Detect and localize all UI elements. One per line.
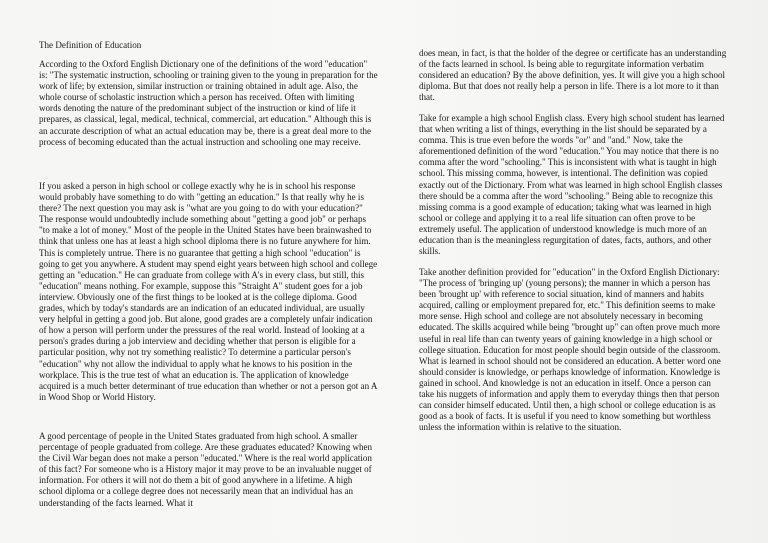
paragraph: According to the Oxford English Dictionary one of the definitions of the word "education" is: "The systematic instruction, schooling or training given to the young in preparation for the work of life; by extension, similar instruction or training obtained in adult age. Also, the whole course of scholastic instruction which a person has received. Often with limiting words denoting the nature of the predominant subject of the instruction or kind of life it prepares, as classical, legal, medical, technical, commercial, art education." Although this is an accurate description of what an actual education may be, there is a great deal more to the process of becoming educated than the actual instruction and schooling one may receive. — [39, 59, 378, 147]
paragraph: does mean, in fact, is that the holder of the degree or certificate has an understanding of the facts learned in school. Is being able to regurgitate information verbatim considered an education? By the above definition, yes. It will give you a high school diploma. But that does not really help a person in life. There is a lot more to it than that. — [419, 48, 727, 103]
paragraph: A good percentage of people in the United States graduated from high school. A smaller percentage of people graduated from college. Are these graduates educated? Knowing when the Civil War began does not make a person "educated." Where is the real world application of this fact? For someone who is a History major it may prove to be an invaluable nugget of information. For others it will not do them a bit of good anywhere in a lifetime. A high school diploma or a college degree does not necessarily mean that an individual has an understanding of the facts learned. What it — [39, 431, 373, 508]
document-title: The Definition of Education — [39, 40, 142, 50]
paragraph: Take for example a high school English class. Every high school student has learned that when writing a list of things, everything in the list should be separated by a comma. This is true even before the words "or" and "and." Now, take the aforementioned definition of the word "education." You may notice that there is no comma after the word "schooling." This is inconsistent with what is taught in high school. This missing comma, however, is intentional. The definition was copied exactly out of the Dictionary. From what was learned in high school English classes there should be a comma after the word "schooling." Being able to recognize this missing comma is a good example of education; taking what was learned in high school or college and applying it to a real life situation can often prove to be extremely useful. The application of understood knowledge is much more of an education than is the meaningless regurgitation of dates, facts, authors, and other skills. — [419, 113, 725, 257]
paragraph: If you asked a person in high school or college exactly why he is in school his response would probably have something to do with "getting an education." Is that really why he is there? The next question you may ask is "what are you going to do with your education?" The response would undoubtedly include something about "getting a good job" or perhaps "to make a lot of money." Most of the people in the United States have been brainwashed to think that unless one has at least a high school diploma there is no future anywhere for him. This is completely untrue. There is no guarantee that getting a high school "education" is going to get you anywhere. A student may spend eight years between high school and college getting an "education." He can graduate from college with A's in every class, but still, this "education" means nothing. For example, suppose this "Straight A" student goes for a job interview. Obviously one of the first things to be looked at is the college diploma. Good grades, which by today's standards are an indication of an educated individual, are usually very helpful in getting a good job. But alone, good grades are a completely unfair indication of how a person will perform under the pressures of the real world. Instead of looking at a person's grades during a job interview and deciding whether that person is eligible for a particular position, why not try something realistic? To determine a particular person's "education" why not allow the individual to apply what he knows to his position in the workplace. This is the true test of what an education is. The application of knowledge acquired is a much better determinant of true education than whether or not a person got an A in Wood Shop or World History. — [39, 181, 378, 402]
paragraph: Take another definition provided for "education" in the Oxford English Dictionary: "The process of 'bringing up' (young persons); the manner in which a person has been 'brought up' with reference to social situation, kind of manners and habits acquired, calling or employment prepared for, etc." This definition seems to make more sense. High school and college are not absolutely necessary in becoming educated. The skills acquired while being "brought up" can often prove much more useful in real life than can twenty years of gaining knowledge in a high school or college situation. Education for most people should begin outside of the classroom. What is learned in school should not be considered an education. A better word one should consider is knowledge, or perhaps knowledge of information. Knowledge is gained in school. And knowledge is not an education in itself. Once a person can take his nuggets of information and apply them to everyday things then that person can consider himself educated. Until then, a high school or college education is as good as a book of facts. It is useful if you need to know something but worthless unless the information within is relative to the situation. — [419, 267, 721, 433]
